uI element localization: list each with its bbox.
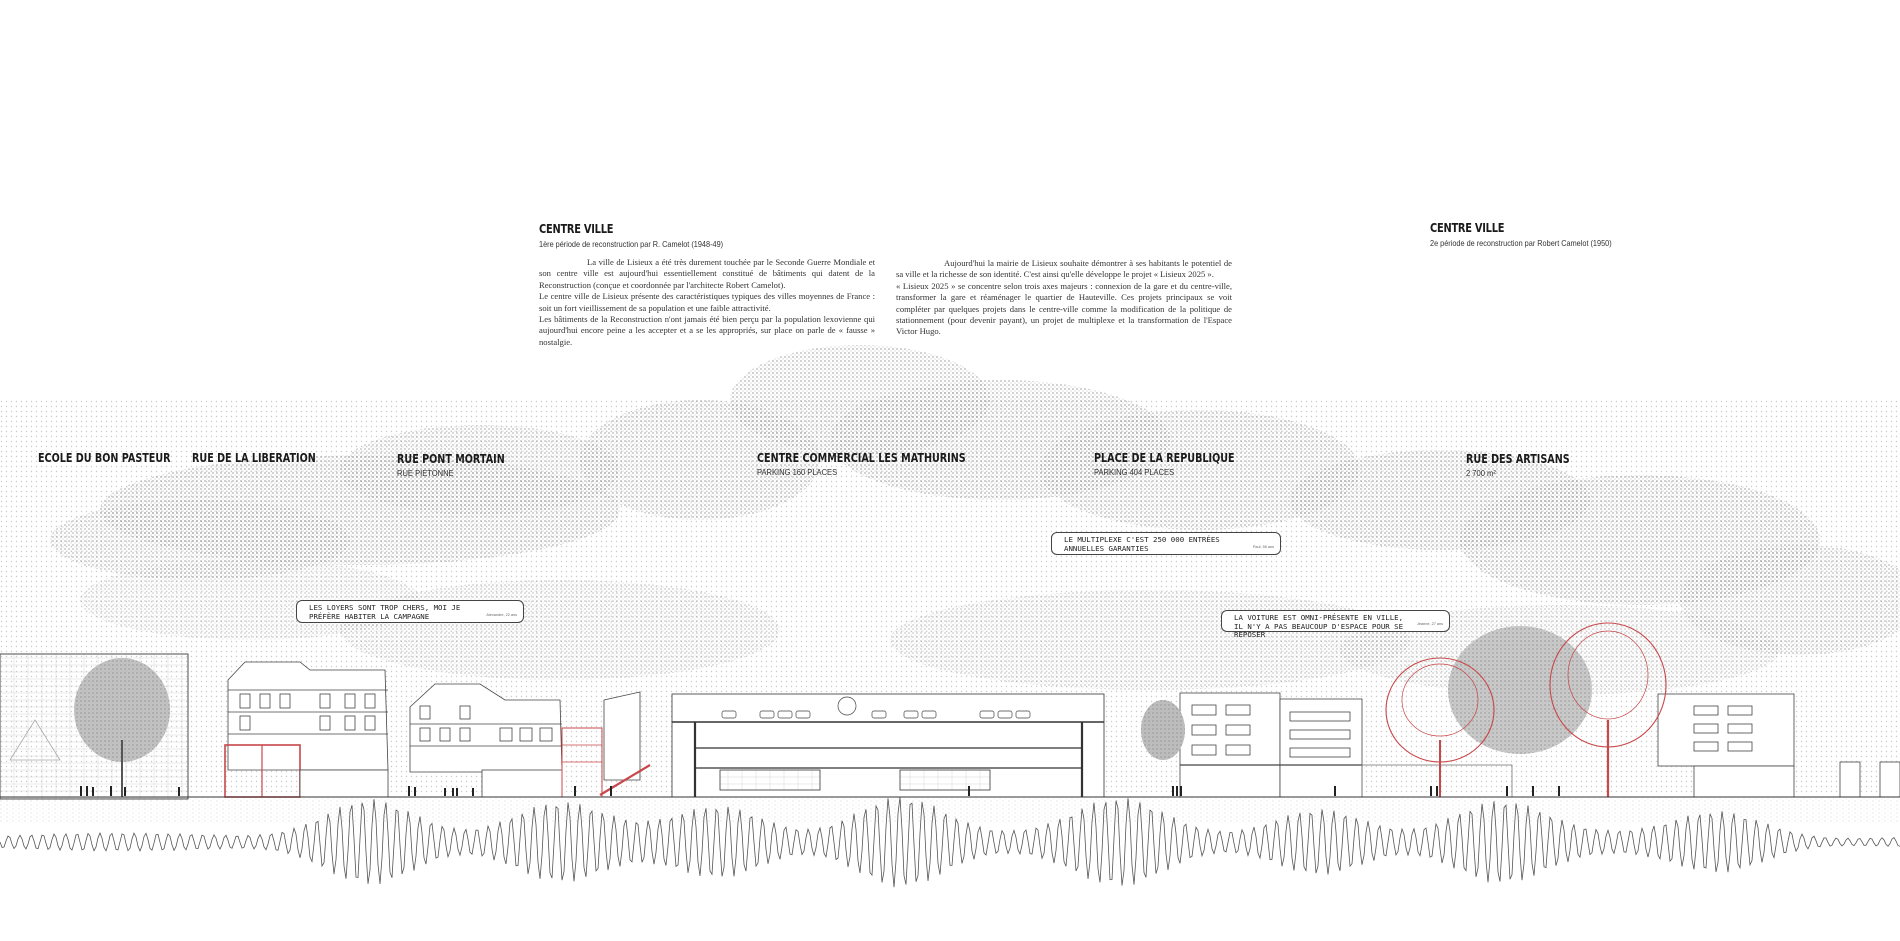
centre-ville-mid-text: [896, 258, 1232, 338]
paragraph: Aujourd'hui la mairie de Lisieux souhaite démontrer à ses habitants le potentiel de sa ville et la richesse de son identité. C'est ainsi qu'elle développe le projet « Lisieux 2025 ».: [896, 258, 1232, 280]
street-label: [38, 451, 204, 465]
centre-ville-left-title: CENTRE VILLE: [539, 222, 614, 236]
centre-ville-right-block: [1430, 221, 1641, 248]
quote-source: Paul, 56 ans: [1252, 545, 1274, 550]
street-subtitle: RUE PIETONNE: [397, 468, 454, 478]
quote-bubble: [1051, 532, 1281, 555]
street-label: [192, 451, 347, 465]
centre-ville-left-text: [539, 257, 875, 348]
street-title: ECOLE DU BON PASTEUR: [38, 451, 171, 465]
street-title: CENTRE COMMERCIAL LES MATHURINS: [757, 451, 966, 465]
centre-ville-right-title: CENTRE VILLE: [1430, 221, 1505, 235]
centre-ville-left-block: [539, 222, 875, 348]
street-label: [1094, 451, 1270, 477]
street-subtitle: PARKING 160 PLACES: [757, 467, 838, 477]
quote-source: Jeanne, 27 ans: [1417, 622, 1443, 627]
paragraph: Les bâtiments de la Reconstruction n'ont jamais été bien perçu par la population lexovienne qui aujourd'hui encore peine a les accepter et a se les appropriés, sur place on parle de « fausse » nostalgie.: [539, 314, 875, 347]
centre-ville-right-subtitle: 2e période de reconstruction par Robert Camelot (1950): [1430, 238, 1612, 248]
paragraph: « Lisieux 2025 » se concentre selon trois axes majeurs : connexion de la gare et du centre-ville, transformer la gare et réaménager le quartier de Hauteville. Ces projets principaux se voit compléter par quelques projets dans le centre-ville comme la modification de la politique de stationnement (pour devenir payant), un projet de multiplexe et la transformation de l'Espace Victor Hugo.: [896, 280, 1232, 337]
street-title: RUE PONT MORTAIN: [397, 452, 505, 466]
street-label: [1466, 452, 1596, 478]
quote-bubble: [296, 600, 524, 623]
street-label: [757, 451, 1018, 477]
street-label: [397, 452, 532, 478]
quote-bubble: [1221, 610, 1450, 640]
tree-grey-republique: [1141, 700, 1185, 760]
street-title: RUE DES ARTISANS: [1466, 452, 1570, 466]
quote-text: LES LOYERS SONT TROP CHERS, MOI JE PRÉFÈRE HABITER LA CAMPAGNE: [309, 603, 461, 621]
centre-ville-left-subtitle: 1ère période de reconstruction par R. Camelot (1948-49): [539, 239, 724, 249]
street-subtitle: 2 700 m²: [1466, 468, 1496, 478]
quote-text: LE MULTIPLEXE C'EST 250 000 ENTRÉES ANNUELLES GARANTIES: [1064, 535, 1220, 553]
street-title: RUE DE LA LIBERATION: [192, 451, 316, 465]
paragraph: Le centre ville de Lisieux présente des caractéristiques typiques des villes moyennes de France : soit un fort vieillissement de sa population et une faible attractivité.: [539, 291, 875, 313]
ground: [0, 797, 1900, 823]
quote-source: Alexandre, 22 ans: [486, 613, 517, 618]
building-centre-commercial: [672, 694, 1104, 797]
street-title: PLACE DE LA REPUBLIQUE: [1094, 451, 1235, 465]
quote-text: LA VOITURE EST OMNI-PRÉSENTE EN VILLE, IL N'Y A PAS BEAUCOUP D'ESPACE POUR SE REPOSER: [1234, 613, 1404, 640]
paragraph: La ville de Lisieux a été très durement touchée par le Seconde Guerre Mondiale et son centre ville est aujourd'hui essentiellement constitué de bâtiments qui datent de la Reconstruction (conçue et coordonnée par l'architecte Robert Camelot).: [539, 257, 875, 290]
street-subtitle: PARKING 404 PLACES: [1094, 467, 1175, 477]
